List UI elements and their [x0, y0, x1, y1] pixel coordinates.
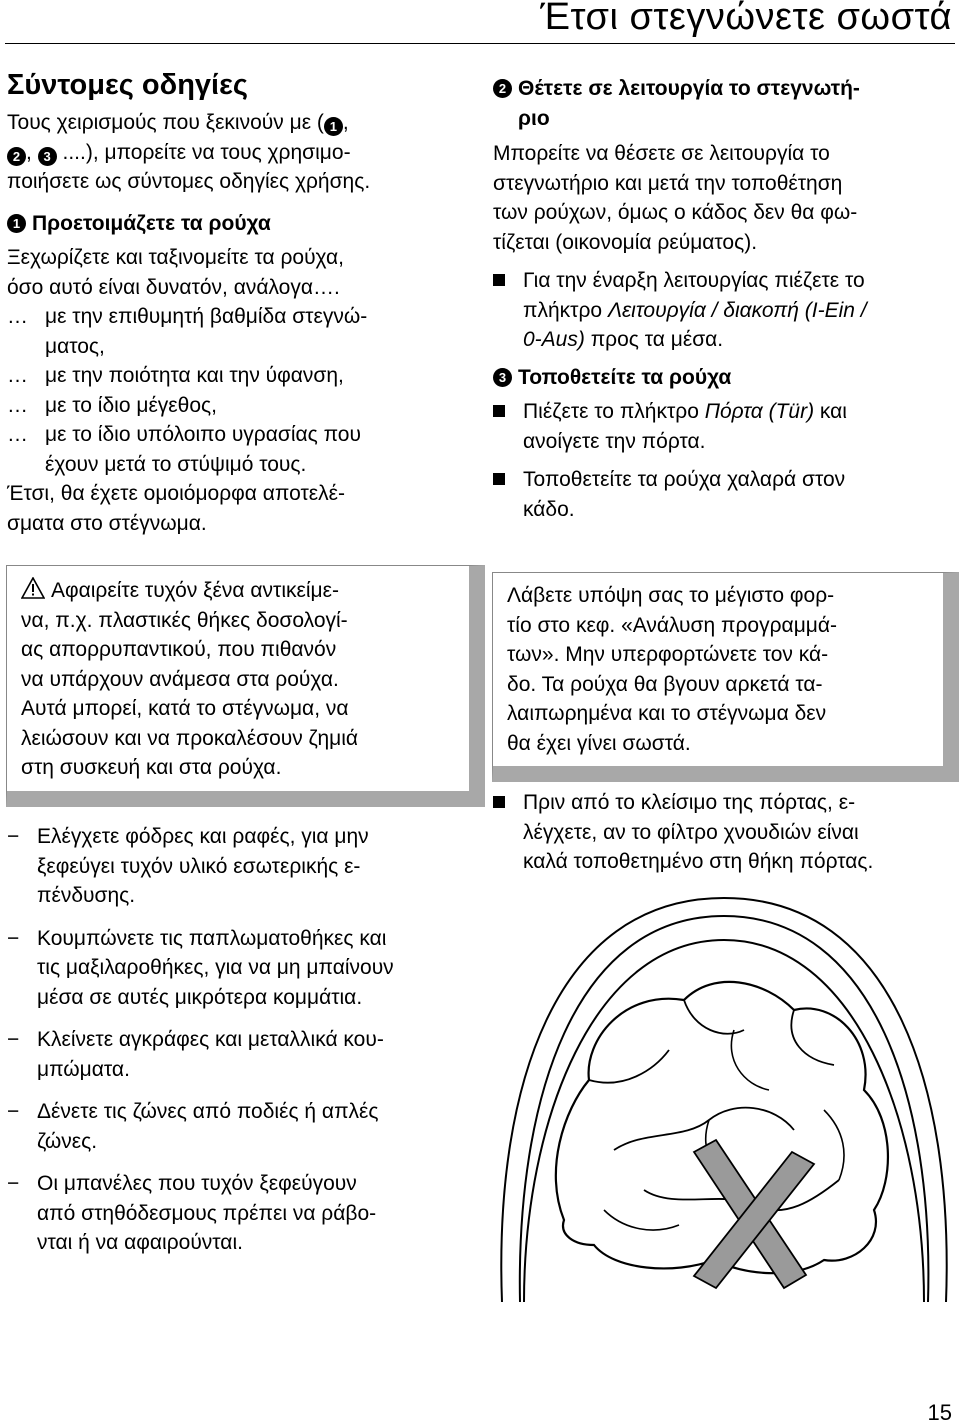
text-line: Κουμπώνετε τις παπλωματοθήκες και — [37, 926, 387, 950]
intro-text: ....), μπορείτε να τους χρησιμο- — [56, 140, 351, 164]
door-filter-instruction — [493, 788, 943, 877]
page-header-title: Έτσι στεγνώνετε σωστά — [540, 0, 952, 38]
ellipsis-marker: … — [7, 393, 28, 417]
step-number-icon: 1 — [324, 117, 343, 136]
list-item — [7, 822, 457, 911]
step1-title: Προετοιμάζετε τα ρούχα — [32, 211, 271, 235]
text-line: ανοίγετε την πόρτα. — [523, 429, 706, 453]
intro-text: , — [26, 140, 38, 164]
text-line: ξεφεύγει τυχόν υλικό εσωτερικής ε- — [37, 854, 361, 878]
bullet-square-icon — [493, 274, 505, 286]
intro-text: Τους χειρισμούς που ξεκινούν με ( — [7, 111, 324, 134]
warning-text: να υπάρχουν ανάμεσα στα ρούχα. — [21, 667, 339, 691]
dash-marker: − — [7, 1172, 20, 1195]
text-line: σματα στο στέγνωμα. — [7, 511, 207, 535]
text-line: και — [814, 400, 847, 423]
warning-text: Αφαιρείτε τυχόν ξένα αντικείμε- — [51, 579, 339, 602]
text-line: Ξεχωρίζετε και ταξινομείτε τα ρούχα, — [7, 246, 344, 269]
step3-title: Τοποθετείτε τα ρούχα — [518, 365, 732, 389]
text-line: λέγχετε, αν το φίλτρο χνουδιών είναι — [523, 820, 859, 844]
note-box — [492, 572, 959, 782]
text-line: ζώνες. — [37, 1129, 98, 1153]
list-item — [493, 465, 953, 524]
button-name-text: 0-Aus) — [523, 328, 585, 351]
bullet-square-icon — [493, 473, 505, 485]
dash-marker: − — [7, 825, 20, 848]
text-line: Για την έναρξη λειτουργίας πιέζετε το — [523, 269, 865, 292]
ellipsis-marker: … — [7, 364, 28, 387]
ellipsis-marker: … — [7, 305, 28, 328]
right-column — [493, 74, 953, 524]
step-number-icon: 1 — [7, 214, 26, 233]
dash-marker: − — [7, 1028, 20, 1051]
text-line: προς τα μέσα. — [584, 328, 724, 351]
intro-text: ποιήσετε ως σύντομες οδηγίες χρήσης. — [7, 170, 371, 193]
list-item — [7, 1169, 457, 1258]
note-text: δο. Τα ρούχα θα βγουν αρκετά τα- — [507, 672, 823, 696]
note-text: τίο στο κεφ. «Ανάλυση προγραμμά- — [507, 613, 838, 637]
section-title: Σύντομες οδηγίες — [7, 69, 248, 101]
warning-text: ας απορρυπαντικού, που πιθανόν — [21, 638, 337, 661]
intro-paragraph — [7, 108, 459, 197]
intro-text: , — [342, 111, 349, 134]
text-line: νται ή να αφαιρούνται. — [37, 1231, 243, 1254]
bullet-square-icon — [493, 405, 505, 417]
text-line: με την επιθυμητή βαθμίδα στεγνώ- — [45, 305, 368, 328]
text-line: Δένετε τις ζώνες από ποδιές ή απλές — [37, 1100, 379, 1123]
preparation-checklist — [7, 822, 457, 1271]
step1-text — [7, 243, 459, 302]
text-line: στεγνωτήριο και μετά την τοποθέτηση — [493, 171, 843, 195]
list-item — [7, 1025, 457, 1084]
text-line: τίζεται (οικονομία ρεύματος). — [493, 230, 758, 254]
text-line: πένδυσης. — [37, 884, 136, 907]
text-line: Οι μπανέλες που τυχόν ξεφεύγουν — [37, 1172, 357, 1195]
text-line: με την ποιότητα και την ύφανση, — [45, 364, 344, 387]
step1-result — [7, 479, 459, 538]
dash-marker: − — [7, 1100, 20, 1123]
criteria-item — [7, 302, 459, 361]
page-number: 15 — [927, 1400, 952, 1425]
text-line: όσο αυτό είναι δυνατόν, ανάλογα…. — [7, 275, 340, 299]
text-line: Κλείνετε αγκράφες και μεταλλικά κου- — [37, 1028, 384, 1051]
text-line: Πριν από το κλείσιμο της πόρτας, ε- — [523, 791, 856, 814]
left-column — [7, 66, 459, 538]
list-item — [493, 266, 953, 355]
criteria-item — [7, 420, 459, 479]
drum-overloaded-x-illustration — [494, 890, 954, 1302]
text-line: Πιέζετε το πλήκτρο — [523, 400, 705, 423]
list-item — [493, 397, 953, 456]
text-line: των ρούχων, όμως ο κάδος δεν θα φω- — [493, 201, 858, 224]
button-name-text: Λειτουργία / διακοπή (I-Ein / — [607, 298, 867, 322]
bullet-square-icon — [493, 796, 505, 808]
text-line: τις μαξιλαροθήκες, για να μη μπαίνουν — [37, 956, 394, 979]
text-line: Μπορείτε να θέσετε σε λειτουργία το — [493, 142, 830, 165]
text-line: από στηθόδεσμους πρέπει να ράβο- — [37, 1201, 377, 1225]
step3-heading — [493, 363, 953, 393]
text-line: Έτσι, θα έχετε ομοιόμορφα αποτελέ- — [7, 482, 345, 505]
note-text: θα έχει γίνει σωστά. — [507, 731, 691, 755]
note-text: των». Μην υπερφορτώνετε τον κά- — [507, 643, 829, 666]
warning-text: να, π.χ. πλαστικές θήκες δοσολογί- — [21, 608, 348, 632]
text-line: καλά τοποθετημένο στη θήκη πόρτας. — [523, 850, 874, 873]
text-line: με το ίδιο υπόλοιπο υγρασίας που — [45, 423, 361, 446]
text-line: μέσα σε αυτές μικρότερα κομμάτια. — [37, 985, 363, 1009]
warning-box — [6, 565, 485, 807]
step-number-icon: 3 — [493, 368, 512, 387]
warning-text: λειώσουν και να προκαλέσουν ζημιά — [21, 726, 359, 750]
list-item — [493, 788, 943, 877]
step2-title: Θέτετε σε λειτουργία το στεγνωτή- — [518, 77, 860, 100]
warning-text: Αυτά μπορεί, κατά το στέγνωμα, να — [21, 697, 349, 720]
text-line: πλήκτρο — [523, 298, 608, 322]
note-text: λαιπωρημένα και το στέγνωμα δεν — [507, 702, 827, 725]
button-name-text: Πόρτα (Tür) — [704, 400, 815, 423]
ellipsis-marker: … — [7, 423, 28, 446]
criteria-item — [7, 391, 459, 421]
text-line: μπώματα. — [37, 1057, 130, 1081]
list-item — [7, 924, 457, 1013]
warning-text: στη συσκευή και στα ρούχα. — [21, 756, 282, 779]
text-line: Τοποθετείτε τα ρούχα χαλαρά στον — [523, 468, 846, 491]
text-line: έχουν μετά το στύψιμό τους. — [45, 452, 307, 476]
step-number-icon: 2 — [493, 79, 512, 98]
list-item — [7, 1097, 457, 1156]
step1-heading — [7, 209, 459, 239]
step-number-icon: 2 — [7, 147, 26, 166]
text-line: με το ίδιο μέγεθος, — [45, 393, 217, 417]
criteria-item — [7, 361, 459, 391]
step2-title: ριο — [518, 106, 550, 130]
dash-marker: − — [7, 926, 20, 950]
step2-heading — [493, 74, 953, 133]
text-line: Ελέγχετε φόδρες και ραφές, για μην — [37, 825, 369, 848]
step-number-icon: 3 — [38, 147, 57, 166]
text-line: κάδο. — [523, 497, 575, 521]
header-divider — [5, 43, 955, 44]
text-line: ματος, — [45, 334, 105, 358]
note-text: Λάβετε υπόψη σας το μέγιστο φορ- — [507, 584, 835, 607]
warning-triangle-icon — [21, 577, 45, 599]
step2-text — [493, 139, 953, 257]
